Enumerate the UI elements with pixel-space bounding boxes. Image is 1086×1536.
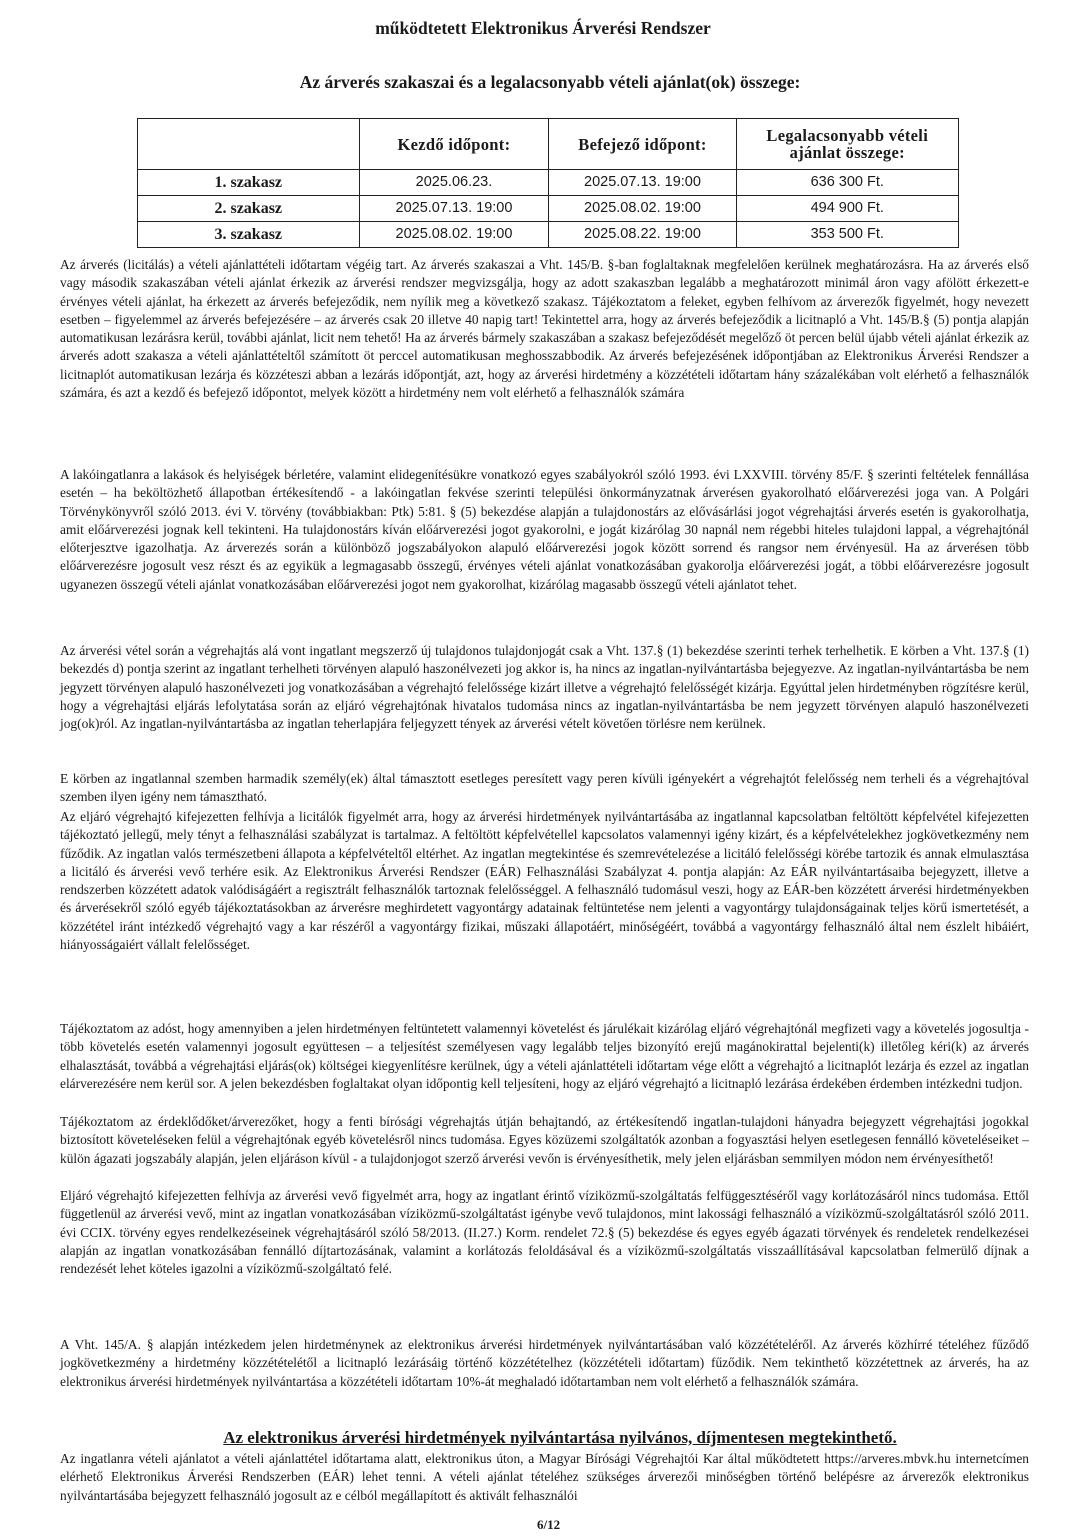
- paragraph-auction-stages: Az árverés (licitálás) a vételi ajánlattételi időtartam végéig tart. Az árverés szakaszai a Vht. 145/B. §-ban foglaltaknak megfelelően kerülnek meghatározásra. Ha az árverés első vagy második szakaszában vételi ajánlat érkezik az árverési rendszer megvizsgálja, hogy az adott szakaszban legalább a meghatározott minimál áron vagy afölött érkezett-e érvényes vételi ajánlat, ha érkezett az árverés befejeződik, nem nyílik meg a következő szakasz. Tájékoztatom a feleket, egyben felhívom az árverezők figyelmét, hogy nevezett esetben – figyelemmel az árverés befejezésére – az árverés csak 20 illetve 40 napig tart! Tekintettel arra, hogy az árverés befejeződik a licitnapló a Vht. 145/B.§ (5) pontja alapján automatikusan lezárásra kerül, további ajánlat, licit nem tehető! Ha az árverés bármely szakaszában a szakasz befejeződését megelőző öt percen belül újabb vételi ajánlat érkezik az árverés adott szakasza a vételi ajánlattételtől számított öt perccel automatikusan meghosszabbodik. Az árverés befejezésének időpontjában az Elektronikus Árverési Rendszer a licitnaplót automatikusan lezárja és közzéteszi abban a lezárás időpontját, azt, hogy az árverési hirdetmény a közzétételi időtartam hány százalékában volt elérhető a felhasználók számára, és azt a kezdő és befejező időpontot, melyek között a hirdetmény nem volt elérhető a felhasználók számára: [60, 257, 1029, 401]
- table-header-row: [138, 119, 959, 170]
- header-cell-amount: Legalacsonyabb vételi ajánlat összege:: [736, 119, 958, 170]
- table-row: [138, 170, 959, 196]
- start-cell: 2025.06.23.: [359, 170, 549, 196]
- paragraph-publication: A Vht. 145/A. § alapján intézkedem jelen hirdetménynek az elektronikus árverési hirdetmények nyilvántartásában való közzétételéről. Az árverés közhírré tételéhez fűződő jogkövetkezmény a hirdetmény közzétételétől a licitnapló lezárásáig történő közzétételhez (közzétételi időtartam) fűződik. Nem tekinthető közzétettnek az árverés, ha az elektronikus árverési hirdetmények nyilvántartása a közzétételi időtartam 10%-át meghaladó időtartamban nem volt elérhető a felhasználók számára.: [60, 1337, 1029, 1389]
- start-cell: 2025.07.13. 19:00: [359, 196, 549, 222]
- paragraph-pre-auction-rights: A lakóingatlanra a lakások és helyiségek bérletére, valamint elidegenítésükre vonatkozó egyes szabályokról szóló 1993. évi LXXVIII. törvény 85/F. § szerinti feltételek fennállása esetén – ha beköltözhető állapotban értékesítendő - a lakóingatlan fekvése szerinti települési önkormányzatnak árverésen gyakorolható előárverezési joga van. A Polgári Törvénykönyvről szóló 2013. évi V. törvény (továbbiakban: Ptk) 5:81. § (5) bekezdése alapján a tulajdonostárs az elővásárlási jogot végrehajtási árverés esetén is gyakorolhatja, amit előárverezési jognak kell tekinteni. Ha tulajdonostárs kíván előárverezési jogot gyakorolni, e jogát kizárólag 30 napnál nem régebbi hiteles tulajdoni lappal, a végrehajtónál előterjesztve igazolhatja. Az árverezés során a különböző jogszabályokon alapuló előárverezési jogok között sorrend és rangsor nem érvényesül. Ha az árverésen több előárverezésre jogosult vesz részt és az egyikük a legmagasabb összegű, érvényes vételi ajánlat vonatkozásában gyakorolja előárverezési jogát, a többi előárverezésre jogosult ugyanezen összegű vételi ajánlat vonatkozásában előárverezési jogot nem gyakorolhat, kizárólag magasabb összegű vételi ajánlatot tehet.: [60, 467, 1029, 592]
- document-heading: működtetett Elektronikus Árverési Rendszer: [375, 18, 711, 38]
- header-cell-blank: [138, 119, 360, 170]
- stage-cell: 3. szakasz: [138, 222, 360, 248]
- amount-cell: 636 300 Ft.: [736, 170, 958, 196]
- start-cell: 2025.08.02. 19:00: [359, 222, 549, 248]
- end-cell: 2025.08.22. 19:00: [549, 222, 736, 248]
- page-number: 6/12: [537, 1517, 561, 1532]
- table-row: [138, 196, 959, 222]
- stage-cell: 1. szakasz: [138, 170, 360, 196]
- paragraph-creditors-notice: Tájékoztatom az érdeklődőket/árverezőket, hogy a fenti bírósági végrehajtás útján behajtandó, az értékesítendő ingatlan-tulajdoni hányadra bejegyzett végrehajtási jogokkal biztosított követeléseken felül a végrehajtónak egyéb követelésről nincs tudomása. Egyes közüzemi szolgáltatók azonban a fogyasztási helyen esetlegesen fennálló követeléseiket – külön ágazati jogszabály alapján, jelen eljáráson kívül - a tulajdonjogot szerző árverési vevőn is érvényesíthetik, mely jelen eljárásban semmilyen módon nem érvényesíthető!: [60, 1114, 1029, 1166]
- paragraph-bidding-instructions: Az ingatlanra vételi ajánlatot a vételi ajánlattétel időtartama alatt, elektronikus úton, a Magyar Bírósági Végrehajtói Kar által működtetett https://arveres.mbvk.hu internetcímen elérhető Elektronikus Árverési Rendszerben (EÁR) lehet tenni. A vételi ajánlat tételéhez szükséges árverezői minőségben történő belépésre az árverezők elektronikus nyilvántartásába bejegyzett felhasználó jogosult az e célból megállapított és aktivált felhasználói: [60, 1451, 1029, 1503]
- section-title: Az árverés szakaszai és a legalacsonyabb vételi ajánlat(ok) összege:: [299, 72, 801, 92]
- stage-cell: 2. szakasz: [138, 196, 360, 222]
- end-cell: 2025.08.02. 19:00: [549, 196, 736, 222]
- paragraph-photo-disclaimer: Az eljáró végrehajtó kifejezetten felhívja a licitálók figyelmét arra, hogy az árverési hirdetmények nyilvántartásába az ingatlannal kapcsolatban feltöltött képfelvétel kifejezetten tájékoztató jellegű, mely tényt a felhasználási szabályzat is tartalmaz. A feltöltött képfelvétellel kapcsolatos valamennyi igény kizárt, és a képfelvételekhez jogkövetkezmény nem fűződik. Az ingatlan valós természetbeni állapota a képfelvételtől eltérhet. Az ingatlan megtekintése és szemrevételezése a licitáló felelősségi körébe tartozik és annak elmulasztása a licitáló és árverési vevő terhére esik. Az Elektronikus Árverési Rendszer (EÁR) Felhasználási Szabályzat 4. pontja alapján: Az EÁR nyilvántartásaiba bejegyzett, illetve a rendszerben közzétett adatok valódiságáért a regisztrált felhasználók tartoznak felelősséggel. A felhasználó tudomásul veszi, hogy az EÁR-ben közzétett árverési hirdetményekben és árverésekről szóló egyéb tájékoztatásokban az árverésre meghirdetett vagyontárgy adatainak feltüntetése nem jelenti a vagyontárgy tulajdonságainak teljes körű ismertetését, a közzététel iránt intézkedő végrehajtó vagy a kar részéről a vagyontárgy fizikai, műszaki állapotáért, minőségéért, továbbá a vagyontárgy felhasználó által nem észlelt hibáiért, hiányosságaiért vállalt felelősséget.: [60, 809, 1029, 953]
- header-cell-end: Befejező időpont:: [549, 119, 736, 170]
- header-cell-start: Kezdő időpont:: [359, 119, 549, 170]
- paragraph-debtor-notice: Tájékoztatom az adóst, hogy amennyiben a jelen hirdetményen feltüntetett valamennyi követelést és járulékait kizárólag eljáró végrehajtónál megfizeti vagy a követelés jogosultja - több követelés esetén valamennyi jogosult együttesen – a teljesítést személyesen vagy legalább teljes bizonyító erejű magánokirattal bejelenti(k) illetőleg kéri(k) az árverés elhalasztását, továbbá a végrehajtási eljárás(ok) költségei kiegyenlítésre kerülnek, úgy a vételi ajánlattételi időtartam vége előtt a végrehajtó a licitnaplót lezárja és ezzel az ingatlan elárverezésére nem kerül sor. A jelen bekezdésben foglaltakat olyan időpontig kell teljesíteni, hogy az eljáró végrehajtó a licitnapló lezárása érdekében érdemben intézkedni tudjon.: [60, 1021, 1029, 1091]
- table-row: [138, 222, 959, 248]
- paragraph-encumbrances: Az árverési vétel során a végrehajtás alá vont ingatlant megszerző új tulajdonos tulajdonjogát csak a Vht. 137.§ (1) bekezdése szerinti terhek terhelhetik. E körben a Vht. 137.§ (1) bekezdés d) pontja szerint az ingatlant terhelheti törvényen alapuló haszonélvezeti jog akkor is, ha nincs az ingatlan-nyilvántartásba bejegyezve. Az ingatlan-nyilvántartásba be nem jegyzett törvényen alapuló haszonélvezeti jog vonatkozásában a végrehajtó felelőssége kizárt illetve a végrehajtó felelősségét kizárja. Egyúttal jelen hirdetményben rögzítésre kerül, hogy a végrehajtási eljárás lefolytatása során az eljáró végrehajtónak hivatalos tudomása nincs az ingatlan-nyilvántartásba be nem jegyzett törvényen alapuló haszonélvezeti jog(ok)ról. Az ingatlan-nyilvántartásba az ingatlan teherlapjára feljegyzett tények az árverési vételt követően törlésre nem kerülnek.: [60, 643, 1029, 732]
- public-registry-banner: Az elektronikus árverési hirdetmények nyilvántartása nyilvános, díjmentesen megtekinthető.: [223, 1428, 897, 1447]
- paragraph-water-utility: Eljáró végrehajtó kifejezetten felhívja az árverési vevő figyelmét arra, hogy az ingatlant érintő víziközmű-szolgáltatás felfüggesztéséről vagy korlátozásáról nincs tudomása. Ettől függetlenül az árverési vevő, mint az ingatlan vonatkozásában víziközmű-szolgáltatást igénybe vevő tulajdonos, mint lakossági felhasználó a víziközmű-szolgáltatásról szóló 2011. évi CCIX. törvény egyes rendelkezéseinek végrehajtásáról szóló 58/2013. (II.27.) Korm. rendelet 72.§ (5) bekezdése és egyes egyéb ágazati törvények és rendeletek rendelkezései alapján az ingatlan vonatkozásában fennálló díjtartozásának, valamint a korlátozás feloldásával és a víziközmű-szolgáltatás visszaállításával kapcsolatban felmerülő díjnak a rendezését lehet köteles igazolni a víziközmű-szolgáltató felé.: [60, 1188, 1029, 1277]
- auction-stages-table: [137, 118, 959, 248]
- amount-cell: 353 500 Ft.: [736, 222, 958, 248]
- end-cell: 2025.07.13. 19:00: [549, 170, 736, 196]
- paragraph-third-party-claims: E körben az ingatlannal szemben harmadik személy(ek) által támasztott esetleges peresített vagy peren kívüli igényekért a végrehajtót felelősség nem terheli és a végrehajtóval szemben ilyen igény nem támasztható.: [60, 771, 1029, 805]
- amount-cell: 494 900 Ft.: [736, 196, 958, 222]
